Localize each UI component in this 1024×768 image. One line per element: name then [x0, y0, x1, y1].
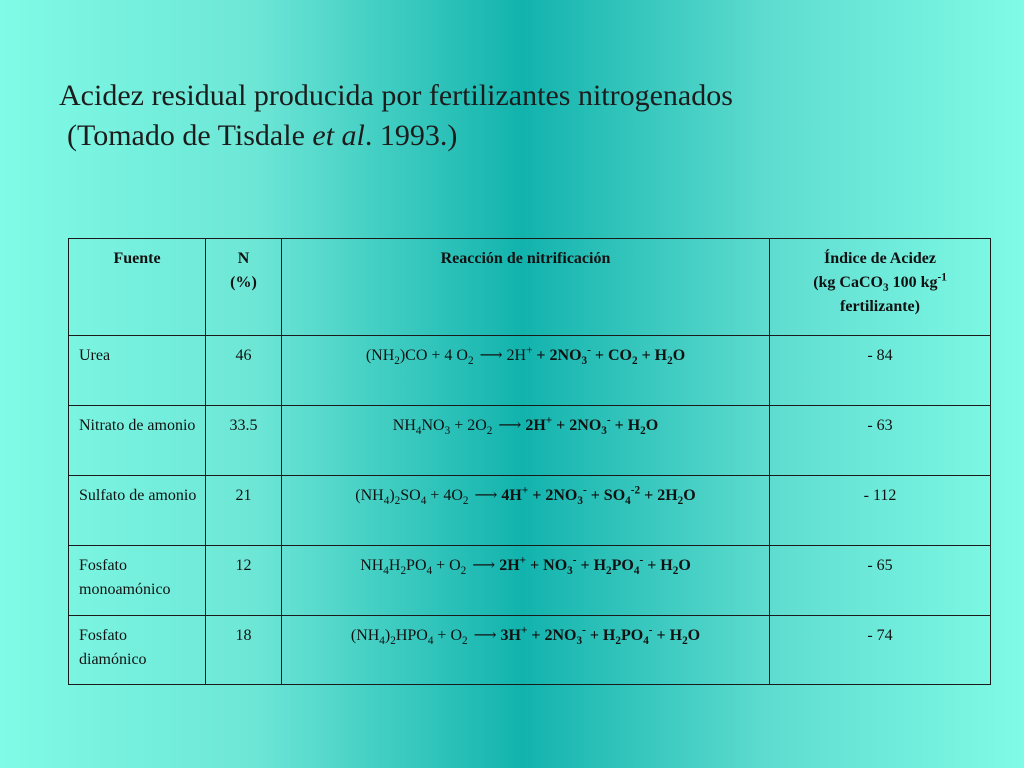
title-source-suffix: . 1993.) — [364, 119, 458, 152]
reaction-reactants: $(NH_4)_2HPO_4 + O_2$ — [350, 627, 468, 648]
table-row — [69, 406, 991, 476]
cell-fuente: Urea — [69, 336, 206, 406]
reaction-arrow-icon: ⟶ — [498, 417, 522, 434]
cell-reaction — [282, 546, 770, 616]
cell-n-percent: 46 — [206, 336, 282, 406]
header-indice-unit-end: fertilizante) — [840, 298, 920, 315]
title-source-prefix: (Tomado de Tisdale — [67, 119, 313, 152]
reaction-products-plain: 2H+ — [506, 344, 533, 364]
cell-indice-acidez: - 74 — [770, 616, 991, 685]
cell-n-percent: 33.5 — [206, 406, 282, 476]
cell-indice-acidez: - 112 — [770, 476, 991, 546]
reaction-products: + $2NO_3^- + CO_2 + H_2O$ — [532, 344, 686, 368]
header-fuente: Fuente — [69, 239, 206, 336]
table-row — [69, 336, 991, 406]
cell-fuente: Fosfato monoamónico — [69, 546, 206, 616]
reaction-arrow-icon: ⟶ — [472, 557, 496, 574]
reaction-products: $2H^+ + 2NO_3^- + H_2O$ — [525, 414, 659, 438]
table-row — [69, 476, 991, 546]
reaction-arrow-icon: ⟶ — [474, 487, 498, 504]
cell-reaction — [282, 406, 770, 476]
cell-reaction — [282, 336, 770, 406]
reaction-products: $4H^+ + 2NO_3^- + SO_4^{-2} + 2H_2O$ — [501, 484, 696, 508]
cell-fuente: Nitrato de amonio — [69, 406, 206, 476]
title-line-1: Acidez residual producida por fertilizantes nitrogenados — [59, 79, 733, 112]
header-indice-unit: (kg CaCO$_3$ 100 $kg^{-1}$ — [813, 271, 947, 295]
header-n-unit: (%) — [230, 274, 257, 291]
reaction-arrow-icon: ⟶ — [473, 627, 497, 644]
table-row — [69, 616, 991, 685]
reaction-reactants: $NH_4NO_3 + 2O_2$ — [392, 417, 493, 438]
slide-title — [59, 76, 733, 156]
cell-n-percent: 12 — [206, 546, 282, 616]
reaction-reactants: $(NH_2)CO + 4$ $O_2$ — [365, 347, 474, 368]
reaction-reactants: $(NH_4)_2SO_4 + 4O_2$ — [355, 487, 469, 508]
cell-indice-acidez: - 65 — [770, 546, 991, 616]
cell-indice-acidez: - 63 — [770, 406, 991, 476]
table-body — [69, 336, 991, 685]
header-indice-label: Índice de Acidez — [824, 250, 936, 267]
header-n — [206, 239, 282, 336]
cell-n-percent: 18 — [206, 616, 282, 685]
cell-indice-acidez: - 84 — [770, 336, 991, 406]
reaction-products: $2H^+ + NO_3^- + H_2PO_4^- + H_2O$ — [499, 554, 691, 578]
header-indice — [770, 239, 991, 336]
header-n-label: N — [237, 250, 250, 267]
title-line-2 — [59, 116, 733, 156]
cell-reaction — [282, 616, 770, 685]
table-row — [69, 546, 991, 616]
table-header-row — [69, 239, 991, 336]
cell-n-percent: 21 — [206, 476, 282, 546]
cell-fuente: Sulfato de amonio — [69, 476, 206, 546]
cell-fuente: Fosfato diamónico — [69, 616, 206, 685]
acidity-table — [68, 238, 991, 685]
reaction-products: $3H^+ + 2NO_3^- + H_2PO_4^- + H_2O$ — [500, 624, 701, 648]
title-source-italic: et al — [312, 119, 365, 152]
header-reaccion: Reacción de nitrificación — [282, 239, 770, 336]
reaction-arrow-icon: ⟶ — [479, 347, 503, 364]
reaction-reactants: $NH_4H_2PO_4 + O_2$ — [360, 557, 467, 578]
cell-reaction — [282, 476, 770, 546]
